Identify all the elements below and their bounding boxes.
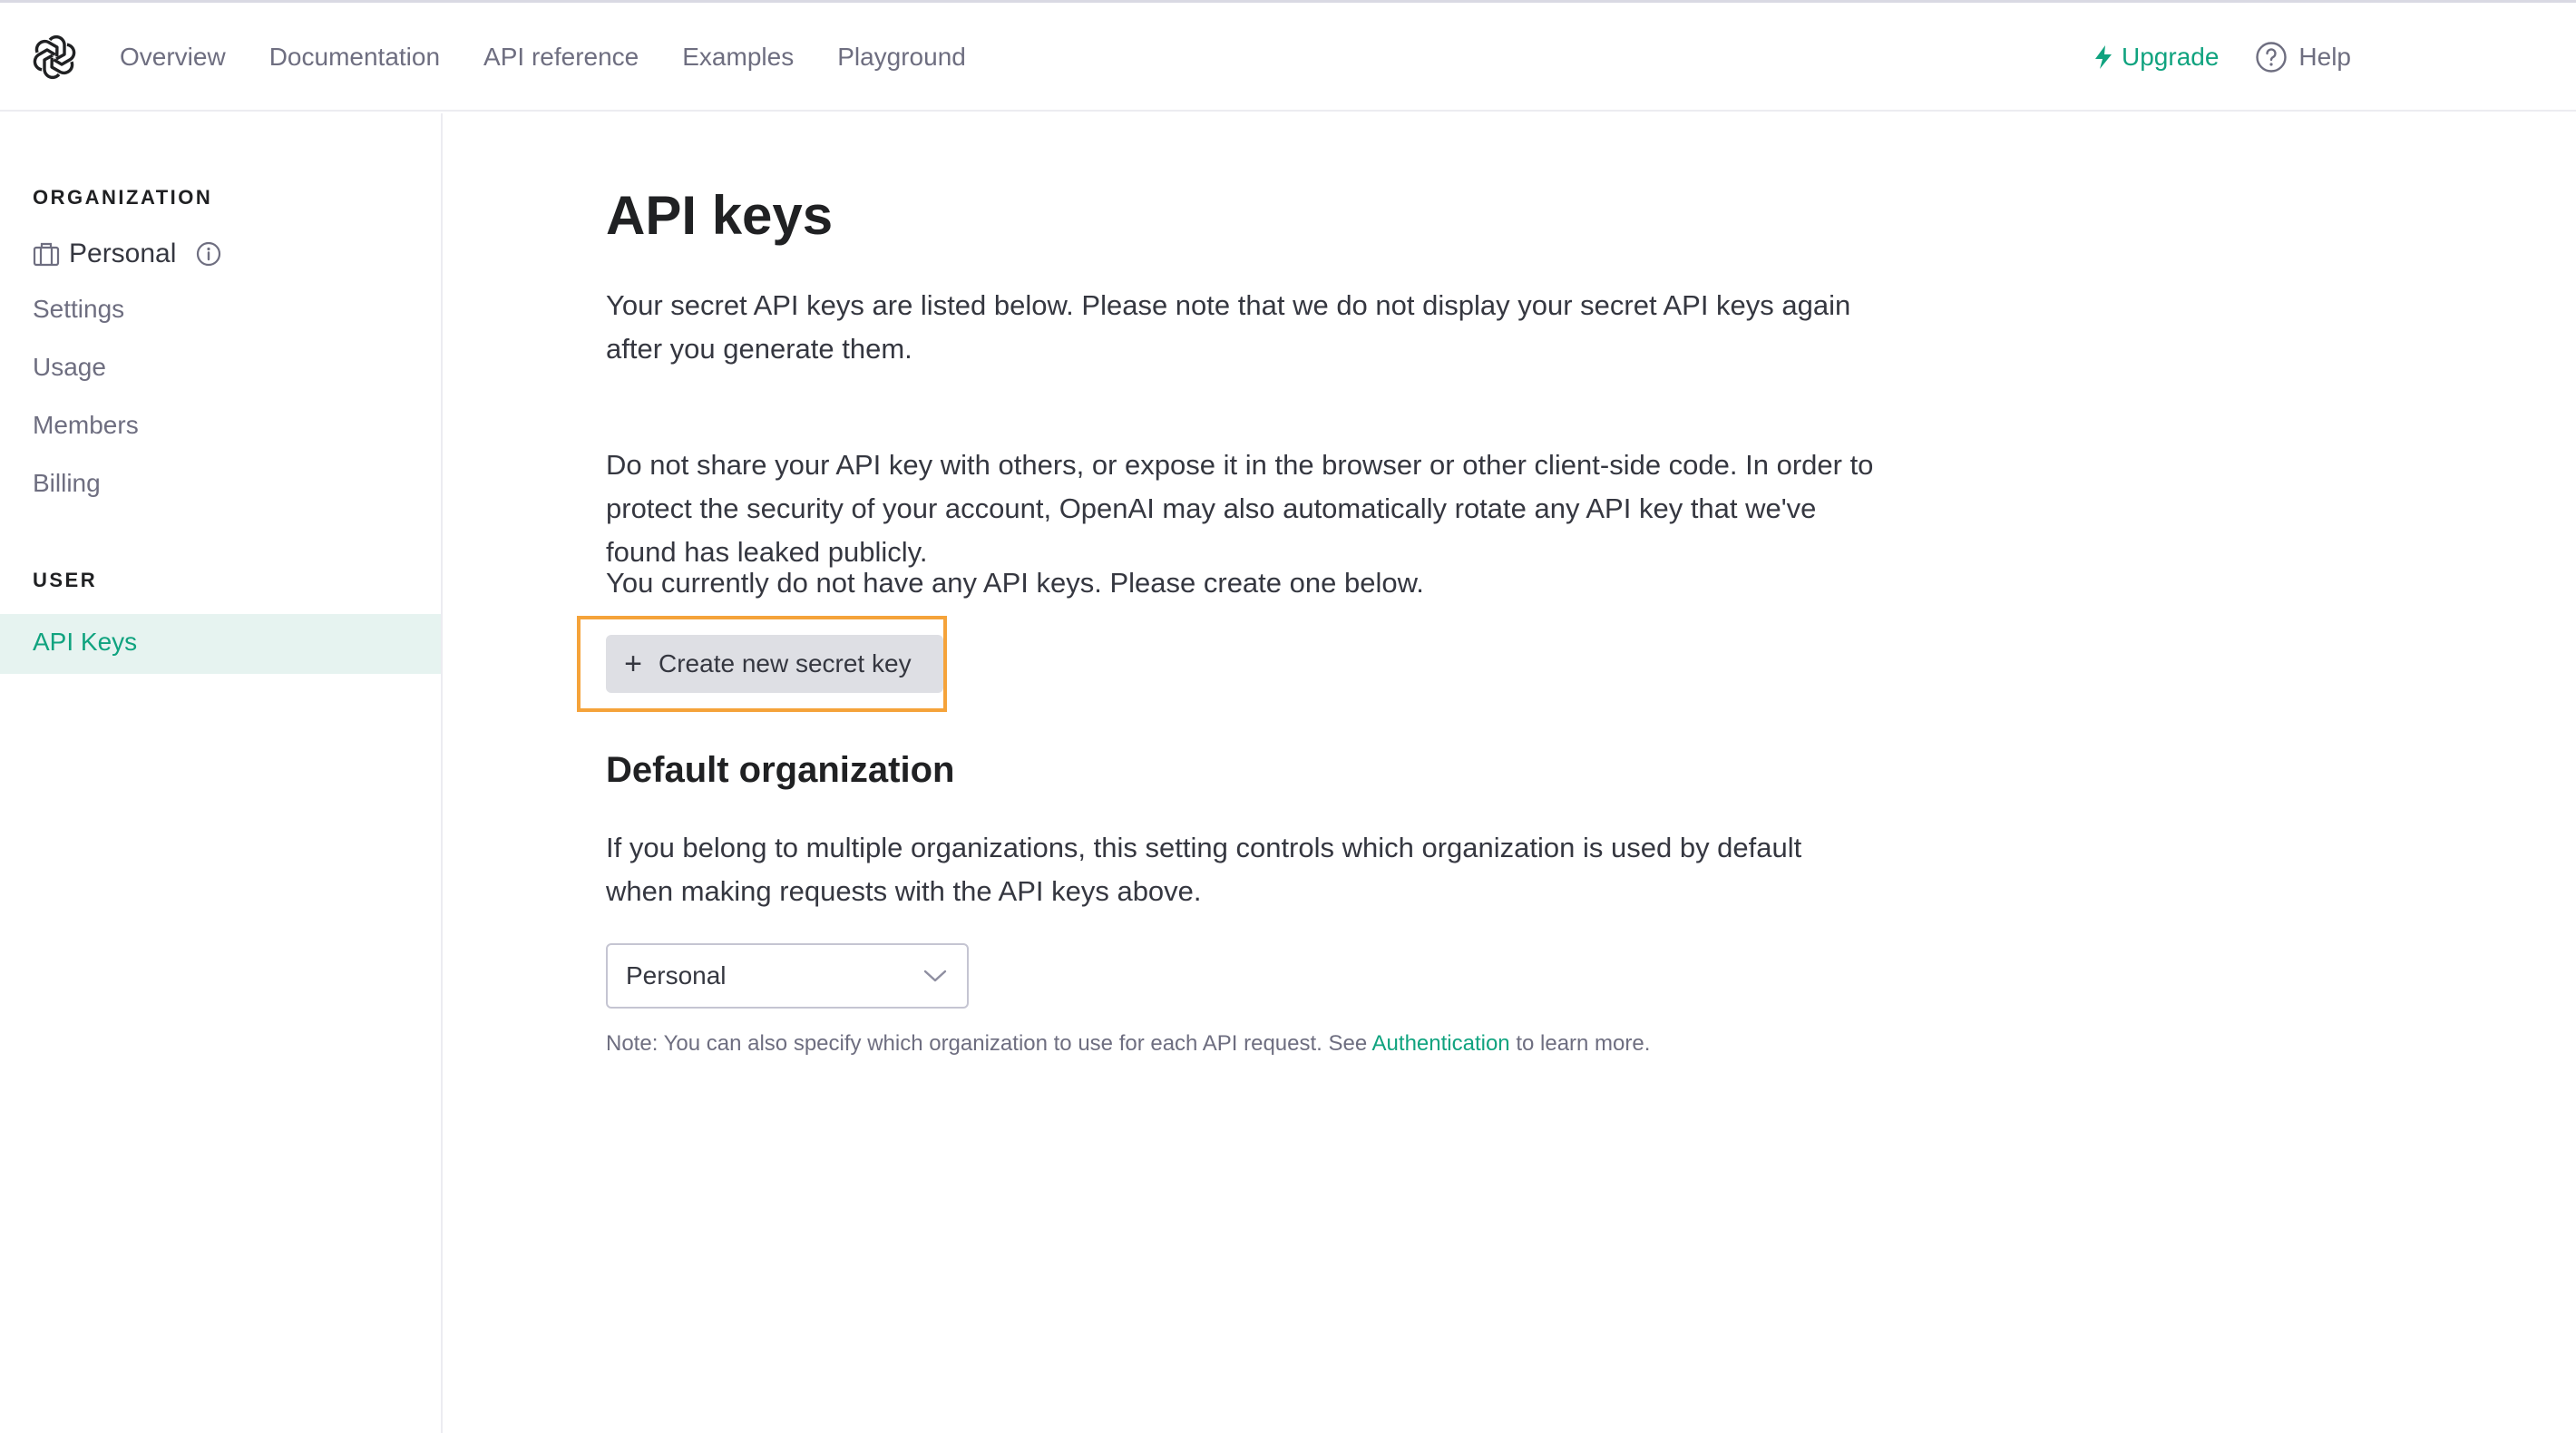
default-organization-select[interactable] <box>606 943 969 1009</box>
default-organization-text <box>606 826 1985 913</box>
organization-name: Personal <box>69 239 177 268</box>
nav-examples[interactable]: Examples <box>682 43 795 71</box>
plus-icon: + <box>624 646 642 681</box>
organization-heading: ORGANIZATION <box>33 186 213 209</box>
note-prefix: Note: You can also specify which organization to use for each API request. See <box>606 1031 1372 1056</box>
default-org-line-1: If you belong to multiple organizations, this setting controls which organization is used by default <box>606 832 1802 863</box>
question-circle-icon <box>2255 41 2288 73</box>
sidebar-item-api-keys-label: API Keys <box>33 628 138 656</box>
warning-line-3: found has leaked publicly. <box>606 536 928 568</box>
nav-documentation[interactable]: Documentation <box>268 43 441 71</box>
organization-note <box>606 1031 1650 1057</box>
default-organization-title: Default organization <box>606 750 955 790</box>
intro-line-1: Your secret API keys are listed below. Please note that we do not display your secret API keys again <box>606 289 1851 321</box>
top-right-actions <box>2093 3 2351 112</box>
organization-selector[interactable] <box>33 239 221 269</box>
lightning-bolt-icon <box>2093 44 2114 70</box>
sidebar-item-members[interactable]: Members <box>33 411 139 439</box>
warning-line-1: Do not share your API key with others, or expose it in the browser or other client-side code. In order to <box>606 449 1874 481</box>
main-nav <box>120 3 1010 112</box>
create-secret-key-button[interactable] <box>606 635 943 693</box>
create-secret-key-label: Create new secret key <box>659 649 912 678</box>
sidebar-item-usage[interactable]: Usage <box>33 353 106 381</box>
top-navigation-bar <box>0 3 2576 112</box>
nav-overview[interactable]: Overview <box>120 43 226 71</box>
sidebar-item-billing[interactable]: Billing <box>33 469 101 497</box>
authentication-link[interactable]: Authentication <box>1371 1031 1510 1056</box>
empty-state-text: You currently do not have any API keys. Please create one below. <box>606 567 1424 599</box>
help-link[interactable] <box>2255 41 2351 73</box>
warning-line-2: protect the security of your account, OpenAI may also automatically rotate any API key that we've <box>606 492 1817 524</box>
nav-api-reference[interactable]: API reference <box>483 43 639 71</box>
sidebar-item-settings[interactable]: Settings <box>33 295 125 323</box>
page-title: API keys <box>606 185 834 246</box>
briefcase-icon <box>33 241 60 267</box>
upgrade-label: Upgrade <box>2122 43 2220 71</box>
intro-line-2: after you generate them. <box>606 333 912 365</box>
nav-playground[interactable]: Playground <box>837 43 966 71</box>
warning-text <box>606 444 1985 574</box>
chevron-down-icon <box>923 967 947 985</box>
intro-text <box>606 284 1985 371</box>
default-organization-value: Personal <box>626 961 727 989</box>
sidebar-item-api-keys[interactable] <box>0 614 441 674</box>
sidebar <box>0 113 443 1433</box>
user-heading: USER <box>33 569 98 591</box>
upgrade-link[interactable] <box>2093 43 2219 72</box>
openai-logo-icon[interactable] <box>31 34 78 81</box>
note-suffix: to learn more. <box>1509 1031 1651 1056</box>
default-org-line-2: when making requests with the API keys above. <box>606 875 1202 907</box>
info-circle-icon[interactable] <box>196 241 221 267</box>
help-label: Help <box>2298 43 2351 71</box>
